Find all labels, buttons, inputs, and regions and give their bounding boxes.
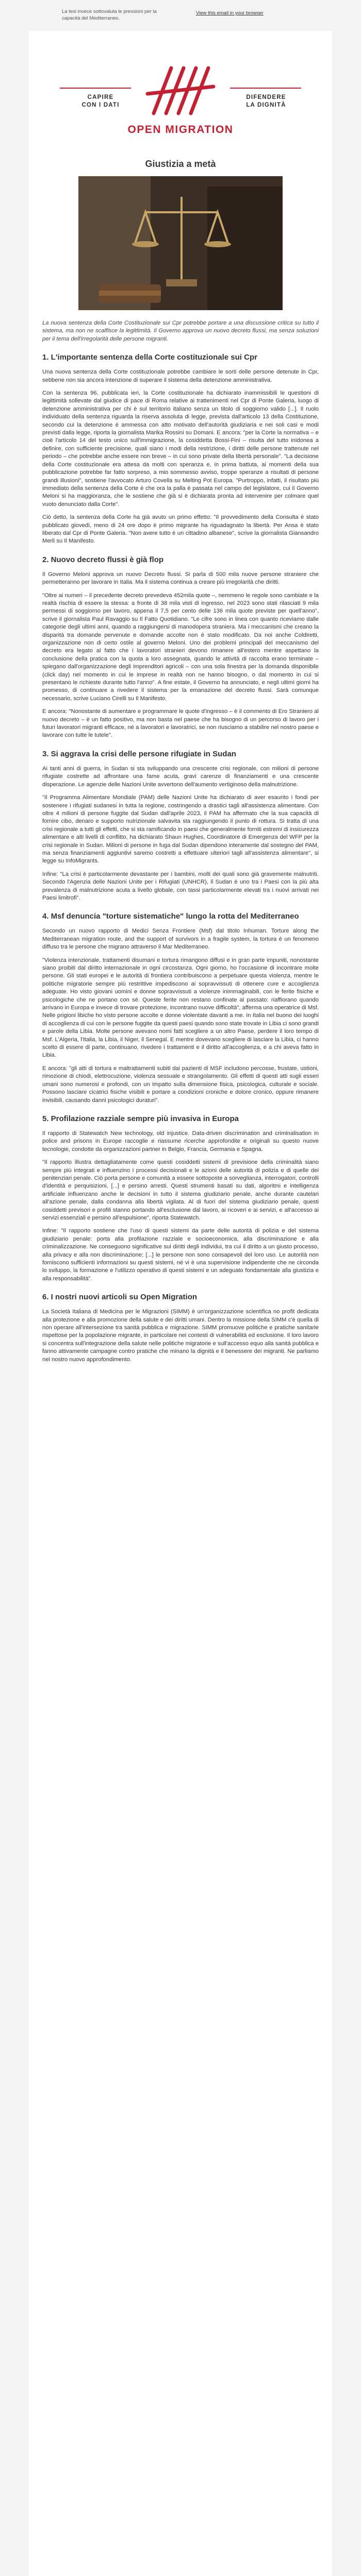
section-5-paragraph: Infine: "Il rapporto sostiene che l'uso di questi sistemi da parte delle autorità di polizia e del sistema giudiziario penale: porta alla profilazione razziale e socioeconomica, alla discriminazione e alla criminalizzazione. Ne conseguono significative sui diritti degli individui, tra cui il diritto a un giusto processo, alla privacy e alla non discriminazione; [...] le persone non sono consapevoli del loro uso. Le autorità non forniscono sufficienti informazioni su questi sistemi, né vi è una supervisione indipendente che ne circonda lo sviluppo, la formazione e l'utilizzo operativo di questi sistemi e un adeguato fondamentale alla giustizia e alla responsabilità".	[42, 1228, 319, 1282]
section-5-paragraph: "Il rapporto illustra dettagliatamente come questi cosiddetti sistemi di previsione della criminalità siano sempre più integrati e influenzino i processi decisionali e le azioni delle autorità di polizia e di quelle dei penitenziari penale. Ciò porta persone e comunità a essere sottoposte a sorveglianza, interrogatori, controlli d'identità e perquisizioni, [...] e persino arresti. Questi strumenti basati su dati, algoritmi e intelligenza artificiale influenzano anche le decisioni in tutto il sistema giudiziario penale, anche durante cautelari all'azione penale, dalla condanna alla libertà vigilata. Al di fuori del sistema giudiziario penale, questi cosiddetti previsori e profili stanno portando all'esclusione dal lavoro, ai ricoveri e ai servizi, e all'accesso ai servizi essenziali e persino all'espulsione", riporta Statewatch.	[42, 1159, 319, 1221]
section-4-paragraph: "Violenza intenzionale, trattamenti disumani e tortura rimangono diffusi e in gran parte impuniti, nonostante siano proibiti dal diritto internazionale in ogni circostanza. Ogni giorno, ho l'occasione di incontrare molte persone. Gli stati europei e le autorità di frontiera contribuiscono a perpetuare questa violenza, mentre le politiche migratorie sempre più restrittive impediscono ai sopravvissuti di ottenere cure e accoglienza adeguate. Ho visto giovani uomini e donne sopravvissuti a violenze inimmaginabili, con le ferite fisiche e psicologiche che ne portano con sé. Queste ferite non restano confinate al passato: riaffiorano quando arrivano in Europa e invece di trovare protezione, incontrano nuove difficoltà", afferma una operatrice di Msf. Nelle prigioni libiche ho visto persone accolte e donne violentate davanti a me. In Italia nel buono dei luoghi di accoglienza di cui con le persone fuggite da questi paesi quando sono state trovate in Libia ci sono grandi e parole della Libia. Molte persone avevano nomi fatti scegliere a un altro Paese, perdere il loro tempo di Msf. L'Algeria, l'Italia, la Libia, il Niger, il Senegal. E mentre dovevano scegliere di lasciare la Libia, ci hanno scelto di essere di parte, continuano, rivedere i trattamenti e il diritto all'accoglienza, e a chi aveva fatto in Libia.	[42, 957, 319, 1059]
right-tagline: DIFENDERE LA DIGNITÀ	[246, 94, 286, 108]
section-2-heading: 2. Nuovo decreto flussi è già flop	[42, 555, 164, 564]
section-4-paragraph: Secondo un nuovo rapporto di Medici Senza Frontiere (Msf) dal titolo Inhuman. Torture along the Mediterranean migration route, and the support of survivors in a fragile system, la tortura è un fenomeno diffuso tra le persone che migrano attraverso il Mar Mediterraneo.	[42, 928, 319, 951]
preheader-text: La tesi invece sottovaluta le pressioni per la capacità del Mediterraneo.	[62, 9, 157, 21]
left-tagline: CAPIRE CON I DATI	[81, 94, 120, 108]
section-1-heading: 1. L'importante sentenza della Corte costituzionale sui Cpr	[42, 353, 257, 362]
justice-scales-image	[78, 176, 283, 310]
section-6-heading: 6. I nostri nuovi articoli su Open Migration	[42, 1293, 198, 1302]
section-1-paragraph: Ciò detto, la sentenza della Corte ha già avuto un primo effetto: "Il provvedimento della Consulta è stato pubblicato giovedì, meno di 24 ore dopo è primo migrante ha riguadagnato la libertà. Per Ansa è stato liberato dal Cpr di Ponte Galeria. "Non avere tutto è un cittadino albanese", scrive la giornalista Giansandro Merli su Il Manifesto.	[42, 514, 319, 545]
section-3-paragraph: Infine: "La crisi è particolarmente devastante per i bambini, molti dei quali sono già gravemente malnutriti. Secondo l'Agenzia delle Nazioni Unite per i Rifugiati (UNHCR), il Sudan è uno tra i Paesi con la più alta prevalenza di malnutrizione acuta a livello globale, con tassi particolarmente elevati tra i nuovi arrivati nei Paesi limitrofi".	[42, 871, 319, 901]
section-2-paragraph: Il Governo Meloni approva un nuovo Decreto flussi. Si parla di 500 mila nuove persone straniere che permetteranno per lavorare in Italia. Ma il sistema continua a creare più irregolarità che diritti.	[42, 571, 319, 586]
section-1-paragraph: Una nuova sentenza della Corte costituzionale potrebbe cambiare le sorti delle persone detenute in Cpr, sebbene non sia ancora intenzione di superare il sistema della detenzione amministrativa.	[42, 369, 319, 383]
newsletter-sheet	[29, 31, 332, 2576]
newsletter-body	[42, 319, 319, 1369]
section-5-heading: 5. Profilazione razziale sempre più invasiva in Europa	[42, 1114, 239, 1123]
section-3-heading: 3. Si aggrava la crisi delle persone rifugiate in Sudan	[42, 749, 236, 758]
section-2-paragraph: E ancora: "Nonostante di aumentare e programmare le quote d'ingresso – è il commento di Ero Straniero al nuovo decreto – è un fatto positivo, ma non basta nel paese che ha bisogno di un percorso di lavoro per i futuri lavoratori migranti efficace, né a lavoratori e lavoratrici, se non riusciamo a stabilire nel nostro paese e lavorare con tutte le tutele".	[42, 708, 319, 739]
section-4-heading: 4. Msf denuncia "torture sistematiche" lungo la rotta del Mediterraneo	[42, 912, 299, 921]
preheader-bar	[0, 0, 361, 31]
view-in-browser-link[interactable]: View this email in your browser	[196, 10, 264, 16]
header-right-rule	[230, 88, 301, 89]
brand-name: OPEN MIGRATION	[127, 124, 234, 135]
section-3-paragraph: Ai tanti anni di guerra, in Sudan si sta sviluppando una crescente crisi regionale, con milioni di persone rifugiate costrette ad affrontare una fame acuta, gravi carenze di finanziamenti e una crescente disperazione. Le agenzie delle Nazioni Unite avvertono dell'aumento vertiginoso della malnutrizione.	[42, 765, 319, 788]
section-2-paragraph: "Oltre ai numeri – il precedente decreto prevedeva 452mila quote –, nemmeno le regole sono cambiate e la realtà rischia di essere la stessa: a fronte di 38 mila visti di ingresso, nel 2023 sono stati rilasciati 9 mila permessi di soggiorno per lavoro, appena il 7,5 per cento delle 136 mila quote previste per quell'anno", scrive il giornalista Paul Ravaggio su Il Fatto Quotidiano. "Le cifre sono in linea con quanto riceviamo dalle categorie degli ultimi anni, quando a raggiungersi di manodopera straniera. Ma i meccanismi che creano la disparità tra domande pervenute e domande accolte non è stato modificato. Da noi anche Coldiretti, organizzazione non di certo ostile al governo Meloni. Uno dei problemi principali del meccanismo del decreto era legato al fatto che i lavoratori stranieri devono rimanere all'estero mentre aspettano la conclusione della pratica con la quota a loro assegnata, quando le attività di raccolta erano terminate – spiegano dall'organizzazione degli imprenditori agricoli – con una sola finestra per la domanda disponibile (click day) nel momento in cui le imprese in realtà non ne hanno bisogno, o dal momento in cui si presentano le richieste durante tutto l'anno". A fine estate, il Governo ha annunciato, e negli ultimi giorni ha promesso, di continuare a rivedere il sistema per la emanazione del decreto flussi. Sarà comunque necessario, scrive Luciano Cirelli su Il Manifesto.	[42, 592, 319, 702]
section-3-paragraph: "Il Programma Alimentare Mondiale (PAM) delle Nazioni Unite ha dichiarato di aver esaurito i fondi per sostenere i rifugiati sudanesi in tutta la regione, costringendo a drastici tagli all'assistenza alimentare. Con oltre 4 milioni di persone fuggite dal Sudan dall'aprile 2023, il PAM ha affermato che la sua capacità di fornire cibo, denaro e supporto nutrizionale salvavita sta raggiungendo il punto di rottura. Si tratta di una crisi regionale a tutti gli effetti, che si sta ramificando in paesi che generalmente forniti estremi di insicurezza alimentare e alti livelli di conflitto, ha dichiarato Shaun Hughes, Coordinatore di Emergenza del WFP per la crisi regionale in Sudan. Milioni di persone in fuga dal Sudan dipendono interamente dal sostegno del PAM, ma senza finanziamenti aggiuntivi saremo costretti a effettuare ulteriori tagli all'assistenza alimentare", si legge su InfoMigrants.	[42, 794, 319, 865]
section-5-paragraph: Il rapporto di Statewatch New technology, old injustice. Data-driven discrimination and criminalisation in police and prisons in Europe raccoglie e riassume ricerche approfondite e originali su questo nuove tecnologie, condotte da organizzazioni partner in Belgio, Francia, Germania e Spagna.	[42, 1130, 319, 1153]
newsletter-title: Giustizia a metà	[145, 159, 216, 169]
section-1-paragraph: Con la sentenza 96, pubblicata ieri, la Corte costituzionale ha dichiarato inammissibili le questioni di legittimità sollevate dal giudice di pace di Roma relative ai trattenimenti nel Cpr di Ponte Galeria, luogo di detenzione amministrativa per chi è sul territorio italiano senza un titolo di soggiorno valido [...]. Il ruolo individuato della sentenza riguarda la riserva assoluta di legge, prevista dall'articolo 13 della Costituzione, secondo cui la detenzione è ammessa con atto motivato dell'autorità giudiziaria e nei soli casi e modi previsti dalla legge, riporta la giornalista Marika Rossini su Domani. E ancora: "per la Corte la normativa – e cioè l'articolo 14 del testo unico sull'immigrazione, la cosiddetta Bossi-Fini – risulta del tutto inidonea a definire, con sufficiente precisione, quali siano i modi della restrizione, i diritti delle persone trattenute nel periodo – che potrebbe anche essere non breve – in cui sono private della libertà personale". "La decisione della Corte costituzionale era attesa da molti con speranza e, in prima battuta, ai momenti della sua pubblicazione potrebbe far fatto sorpreso, a mio sommesso avviso, troppe speranze a risultati di persone grandi illusioni", sostiene l'avvocato Arturo Covella su Melting Pot Europa. "Purtroppo, infatti, il risultato più immediato della sentenza della Corte è che ora la palla è passata nel campo del legislatore, cui il Governo Meloni si ha maggioranza, che le sostiene che già si è dichiarata pronta ad intervenire per colmare quel vuoto denunciato dalla Corte".	[42, 390, 319, 507]
intro-paragraph: La nuova sentenza della Corte Costituzionale sui Cpr potrebbe portare a una discussione critica su tutto il sistema, ma non ne scalfisce la legittimità. Il Governo approva un nuovo decreto flussi, ma senza soluzioni per il tema dell'irregolarità delle persone migranti.	[42, 320, 319, 342]
section-6-paragraph: La Società Italiana di Medicina per le Migrazioni (SIMM) è un'organizzazione scientifica no profit dedicata alla protezione e alla promozione della salute e dei diritti umani. Dentro la missione della SIMM c'è quella di non operare all'intersezione tra sanità pubblica e migrazione. SIMM promuove politiche e pratiche sanitarie rispettose per la popolazione migrante, in particolare nei contesti di vulnerabilità ed esclusione. Il loro lavoro si concentra sull'integrazione della salute nelle politiche migratorie e sull'accesso equo alla sanità pubblica e fanno attivamente campagne contro pratiche che minano la dignità e il benessere dei migranti. Ne parliamo nel nostro nuovo approfondimento.	[42, 1309, 319, 1363]
section-4-paragraph: E ancora: "gli atti di tortura e maltrattamenti subiti dai pazienti di MSF includono percosse, frustate, ustioni, rimozione di chiodi, elettrocuzione, violenza sessuale e strangolamento. Gli effetti di questi atti sugli esseri umani sono numerosi e profondi, con un impatto sulla dimensione fisica, psicologica, culturale e sociale. Possono lasciare cicatrici fisiche visibili e portare a condizioni croniche e dolore cronico, oppure rimanere invisibili, causando danni psicologici duraturi".	[42, 1065, 319, 1104]
newsletter-header	[29, 31, 332, 139]
header-left-rule	[60, 88, 131, 89]
open-migration-logo-icon[interactable]	[143, 62, 218, 118]
